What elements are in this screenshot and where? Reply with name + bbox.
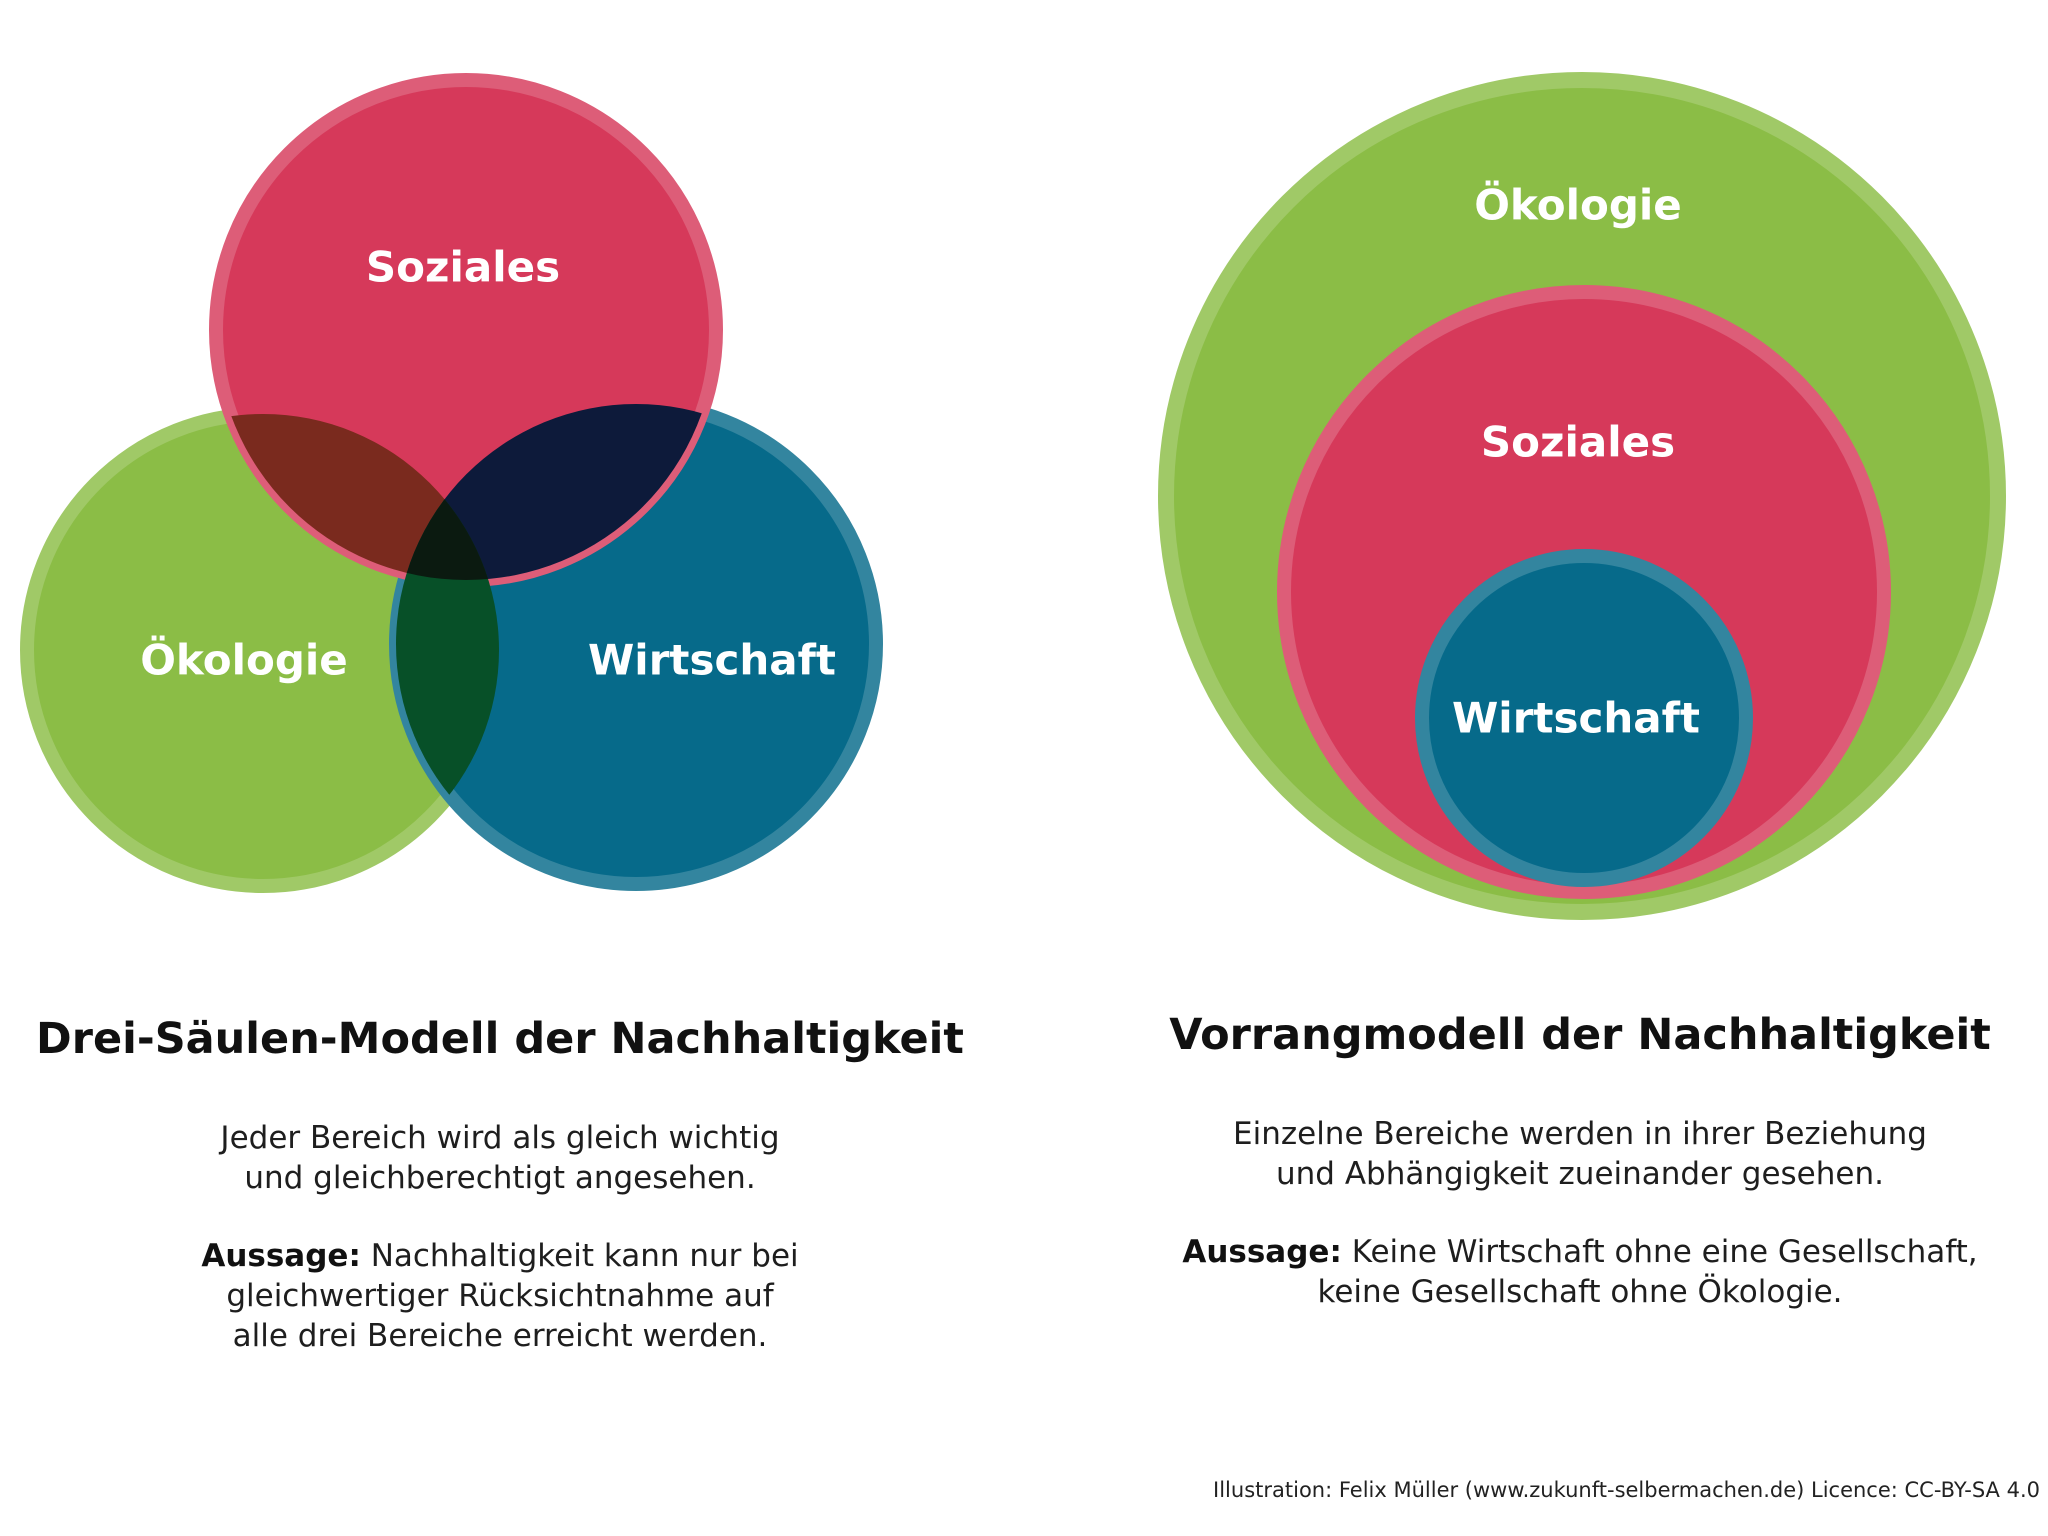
left-statement-text-1: Nachhaltigkeit kann nur bei <box>370 1238 799 1274</box>
left-statement-label: Aussage: <box>201 1238 361 1274</box>
left-statement-line-2: gleichwertiger Rücksichtnahme auf <box>226 1278 774 1314</box>
right-model-description <box>1120 1114 2040 1312</box>
venn-label-ecology: Ökologie <box>140 635 348 685</box>
illustration-credit: Illustration: Felix Müller (www.zukunft-selbermachen.de) Licence: CC-BY-SA 4.0 <box>1213 1478 2040 1502</box>
left-statement-line-1 <box>100 1236 900 1276</box>
right-desc-line-1: Einzelne Bereiche werden in ihrer Beziehung <box>1233 1116 1927 1152</box>
left-desc-line-2: und gleichberechtigt angesehen. <box>244 1160 756 1196</box>
right-desc-line-2: und Abhängigkeit zueinander gesehen. <box>1276 1156 1884 1192</box>
nested-label-ecology: Ökologie <box>1474 180 1682 230</box>
right-statement-line-1 <box>1120 1232 2040 1272</box>
left-model-title: Drei-Säulen-Modell der Nachhaltigkeit <box>36 1014 964 1064</box>
priority-model-nested <box>1166 80 1998 912</box>
right-statement-line-2: keine Gesellschaft ohne Ökologie. <box>1317 1274 1843 1310</box>
nested-label-economy: Wirtschaft <box>1451 693 1701 743</box>
right-model-title: Vorrangmodell der Nachhaltigkeit <box>1169 1010 1991 1060</box>
venn-label-economy: Wirtschaft <box>587 635 837 685</box>
venn-label-social: Soziales <box>365 242 561 292</box>
right-statement-label: Aussage: <box>1182 1234 1342 1270</box>
right-statement-text-1: Keine Wirtschaft ohne eine Gesellschaft, <box>1351 1234 1978 1270</box>
left-statement-line-3: alle drei Bereiche erreicht werden. <box>232 1318 768 1354</box>
nested-label-social: Soziales <box>1480 417 1676 467</box>
left-desc-line-1: Jeder Bereich wird als gleich wichtig <box>220 1120 780 1156</box>
three-pillar-venn <box>27 80 876 886</box>
left-model-description <box>100 1118 900 1356</box>
